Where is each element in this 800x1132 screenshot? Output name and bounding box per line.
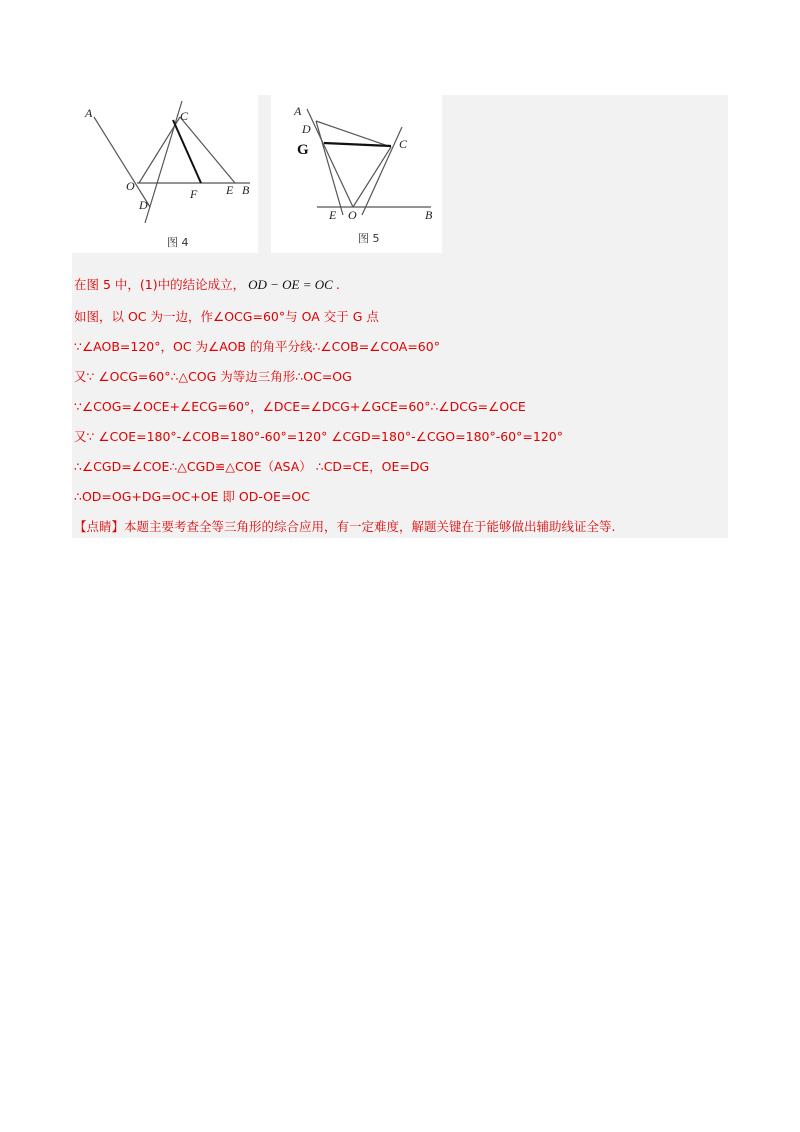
label-O: O (348, 208, 357, 222)
equation: OD − OE = OC (248, 277, 333, 292)
figure-4-caption: 图 4 (167, 236, 189, 249)
label-B: B (242, 183, 250, 197)
label-A: A (85, 106, 93, 120)
label-O: O (126, 179, 135, 193)
key-point-text: 本题主要考查全等三角形的综合应用，有一定难度，解题关键在于能够做出辅助线证全等. (124, 519, 616, 534)
figure-4 (72, 95, 258, 253)
label-D: D (139, 198, 148, 212)
line1-text: 在图 5 中，(1)中的结论成立， (74, 277, 246, 292)
figure-5-caption: 图 5 (358, 232, 380, 245)
figure-5 (271, 95, 442, 253)
key-point-label: 【点睛】 (74, 519, 125, 534)
solution-line-1 (74, 275, 340, 293)
label-C: C (399, 137, 408, 151)
label-G: G (297, 142, 309, 158)
solution-line-5: ∵∠COG=∠OCE+∠ECG=60°，∠DCE=∠DCG+∠GCE=60°∴∠DCG=∠OCE (74, 399, 526, 414)
figure-4-drawing (72, 95, 258, 253)
label-A: A (294, 104, 302, 118)
key-point-note (74, 517, 616, 535)
solution-line-7: ∴∠CGD=∠COE∴△CGD≌△COE（ASA） ∴CD=CE，OE=DG (74, 459, 430, 474)
label-D: D (302, 122, 311, 136)
solution-line-4: 又∵ ∠OCG=60°∴△COG 为等边三角形∴OC=OG (74, 369, 352, 384)
figure-5-drawing (271, 95, 442, 253)
line1-period: . (335, 277, 340, 292)
label-E: E (226, 183, 234, 197)
solution-line-3: ∵∠AOB=120°，OC 为∠AOB 的角平分线∴∠COB=∠COA=60° (74, 339, 440, 354)
label-E: E (329, 208, 337, 222)
solution-line-2: 如图，以 OC 为一边，作∠OCG=60°与 OA 交于 G 点 (74, 309, 379, 324)
label-F: F (190, 187, 198, 201)
solution-line-6: 又∵ ∠COE=180°-∠COB=180°-60°=120° ∠CGD=180°-∠CGO=180°-60°=120° (74, 429, 563, 444)
solution-line-8: ∴OD=OG+DG=OC+OE 即 OD-OE=OC (74, 489, 310, 504)
label-C: C (180, 109, 189, 123)
label-B: B (425, 208, 433, 222)
solution-block (72, 95, 728, 538)
